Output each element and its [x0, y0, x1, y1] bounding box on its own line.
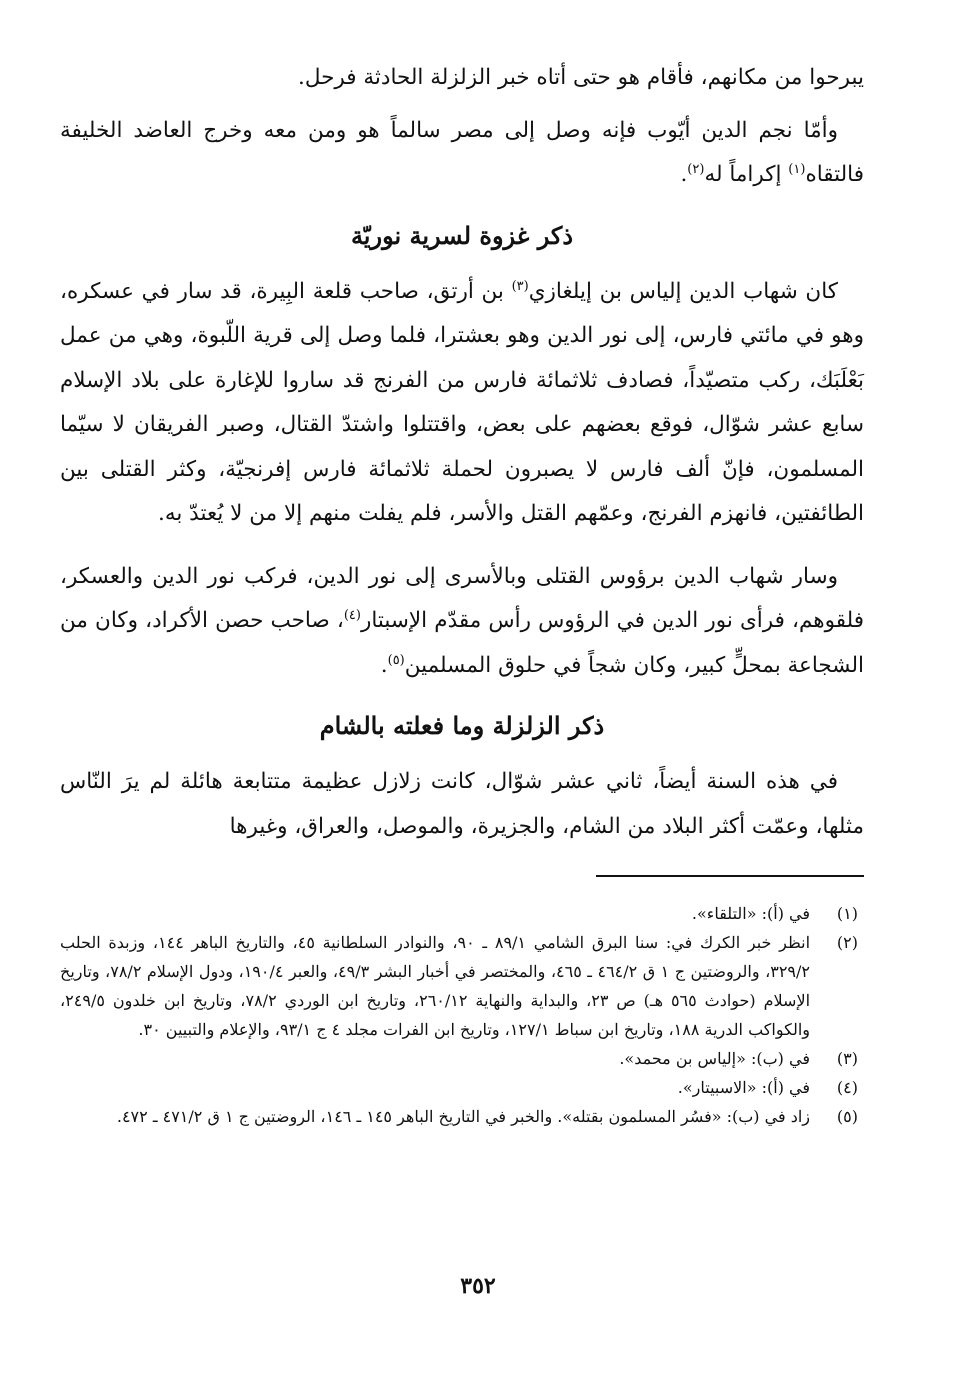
footnote-5 [60, 1102, 864, 1131]
paragraph-earthquake [60, 760, 864, 849]
paragraph-text: في هذه السنة أيضاً، ثاني عشر شوّال، كانت زلازل عظيمة متتابعة هائلة لم يرَ النّاس مثلها، وعمّت أكثر البلاد من الشام، والجزيرة، والموصل، والعراق، وغيرها [60, 769, 864, 839]
footnote-number: (٢) [836, 933, 858, 952]
footnote-4 [60, 1073, 864, 1102]
footnotes [60, 899, 864, 1131]
footnote-text: في (أ): «التلقاء». [691, 904, 810, 923]
paragraph-heads [60, 555, 864, 689]
paragraph-text: . [680, 162, 688, 187]
footnote-ref[interactable]: (٤) [343, 607, 361, 623]
footnote-ref[interactable]: (١) [788, 161, 806, 177]
paragraph-text: إكراماً له [704, 162, 789, 187]
section-heading-earthquake: ذكر الزلزلة وما فعلته بالشام [319, 711, 605, 740]
page-number: ٣٥٢ [460, 1273, 496, 1299]
footnote-text: في (ب): «إلياس بن محمد». [619, 1049, 810, 1068]
footnote-text: انظر خبر الكرك في: سنا البرق الشامي ٨٩/١ ـ ٩٠، والنوادر السلطانية ٤٥، والتاريخ الباهر ١٤٤، وزبدة الحلب ٣٢٩/٢، والروضتين ج ١ ق ٤٦٤/٢ ـ ٤٦٥، والمختصر في أخبار البشر ٤٩/٣، والعبر ١٩٠/٤، ودول الإسلام ٧٨/٢، وتاريخ الإسلام (حوادث ٥٦٥ هـ) ص ٢٣، والبداية والنهاية ٢٦٠/١٢، وتاريخ ابن الوردي ٧٨/٢، وتاريخ ابن خلدون ٢٤٩/٥، والكواكب الدرية ١٨٨، وتاريخ ابن سباط ١٢٧/١، وتاريخ ابن الفرات مجلد ٤ ج ٩٣/١، والإعلام والتبيين ٣٠. [60, 933, 811, 1039]
paragraph-text: . [380, 652, 388, 678]
paragraph-shihab-aldin [60, 270, 864, 537]
paragraph-text: بن أرتق، صاحب قلعة البِيرة، قد سار في عسكره، وهو في مائتي فارس، إلى نور الدين وهو بعشترا، فلما وصل إلى قرية اللّبوة، وهي من عمل بَعْلَبَك، ركب متصيّداً، فصادف ثلاثمائة فارس من الفرنج قد ساروا للإغارة على بلاد الإسلام سابع عشر شوّال، فوقع بعضهم على بعض، واقتتلوا واشتدّ القتال، وصبر الفريقان لا سيّما المسلمون، فإنّ ألف فارس لا يصبرون لحملة ثلاثمائة فارس إفرنجيّة، وكثر القتلى بين الطائفتين، فانهزم الفرنج، وعمّهم القتل والأسر، فلم يفلت منهم إلا من لا يُعتدّ به. [60, 278, 864, 526]
section-heading-raid: ذكر غزوة لسرية نوريّة [350, 220, 574, 250]
paragraph-text: وسار شهاب الدين برؤوس القتلى وبالأسرى إلى نور الدين، فركب نور الدين والعسكر، فلقوهم، فرأى نور الدين في الرؤوس رأس مقدّم الإسبتار [60, 563, 864, 633]
footnote-divider [596, 875, 864, 877]
paragraph-text: وأمّا نجم الدين أيّوب فإنه وصل إلى مصر سالماً هو ومن معه وخرج العاضد الخليفة فالتقاه [60, 117, 864, 187]
footnote-ref[interactable]: (٣) [511, 278, 529, 294]
footnote-1 [60, 899, 864, 928]
footnote-number: (٤) [836, 1078, 858, 1097]
footnote-text: في (أ): «الاسبيتار». [677, 1078, 810, 1097]
paragraph-text: يبرحوا من مكانهم، فأقام هو حتى أتاه خبر الزلزلة الحادثة فرحل. [297, 65, 864, 90]
footnote-3 [60, 1044, 864, 1073]
footnote-text: زاد في (ب): «فسُر المسلمون بقتله». والخبر في التاريخ الباهر ١٤٥ ـ ١٤٦، الروضتين ج ١ ق ٤٧١/٢ ـ ٤٧٢. [116, 1107, 810, 1126]
footnote-number: (١) [836, 904, 858, 923]
paragraph-continuation [60, 56, 864, 101]
paragraph-text: كان شهاب الدين إلياس بن إيلغازي [528, 278, 839, 304]
footnote-number: (٣) [836, 1049, 858, 1068]
footnote-ref[interactable]: (٥) [387, 652, 405, 668]
footnote-2 [60, 928, 864, 1044]
footnote-number: (٥) [836, 1107, 858, 1126]
paragraph-text: ، صاحب حصن الأكراد، وكان من الشجاعة بمحلٍّ كبير، وكان شجاً في حلوق المسلمين [60, 608, 864, 678]
footnote-ref[interactable]: (٢) [687, 161, 705, 177]
paragraph-najm-aldin [60, 109, 864, 198]
